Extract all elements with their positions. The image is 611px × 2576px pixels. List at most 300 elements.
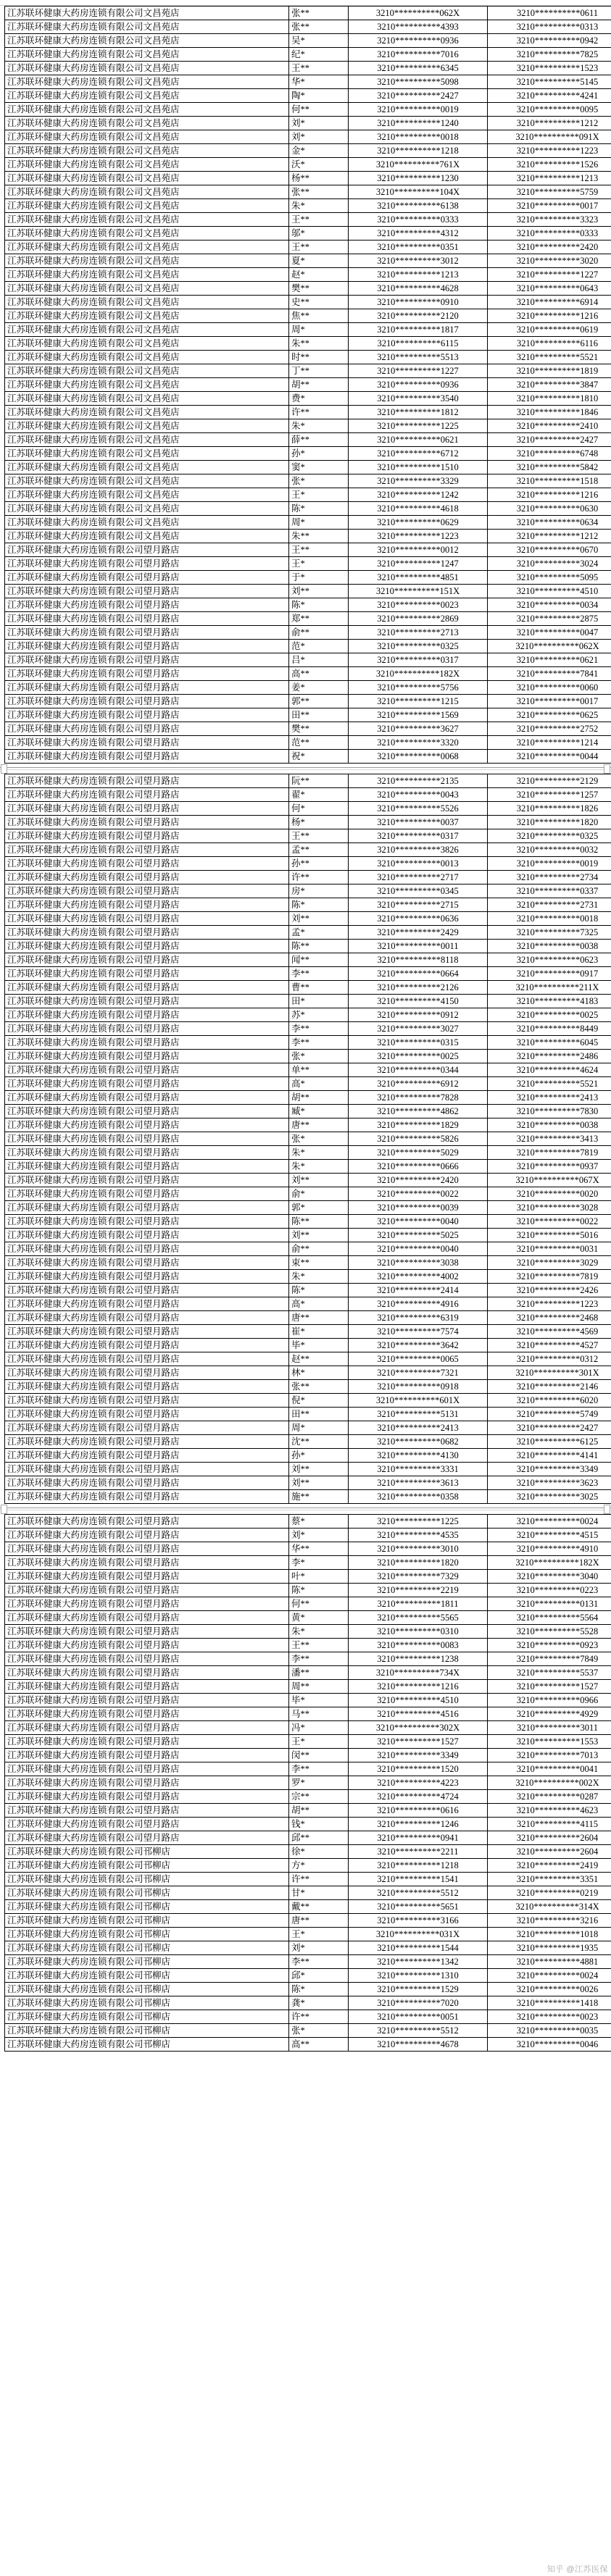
table-row [5,981,611,995]
cell-id-number: 3210**********7574 [349,1325,488,1339]
cell-card-number: 3210**********7819 [488,1270,611,1284]
watermark: 知乎 @江苏医保 [546,2565,608,2574]
table-row [5,940,611,953]
cell-id-number: 3210**********0022 [349,1187,488,1201]
cell-card-number: 3210**********2129 [488,774,611,788]
cell-card-number: 3210**********0041 [488,1762,611,1776]
table-row [5,912,611,926]
cell-store-name: 江苏联环健康大药房连锁有限公司望月路店 [5,967,289,981]
cell-id-number: 3210**********5565 [349,1611,488,1625]
cell-store-name: 江苏联环健康大药房连锁有限公司望月路店 [5,1490,289,1504]
cell-person-name: 张* [289,1132,349,1146]
cell-person-name: 唐** [289,1311,349,1325]
cell-card-number: 3210**********4183 [488,995,611,1008]
cell-store-name: 江苏联环健康大药房连锁有限公司文昌苑店 [5,502,289,516]
cell-person-name: 戴** [289,1900,349,1914]
table-row [5,130,611,144]
table-row [5,351,611,364]
cell-id-number: 3210**********1215 [349,695,488,708]
cell-id-number: 3210**********1242 [349,488,488,502]
table-row [5,1914,611,1928]
cell-person-name: 刘** [289,1463,349,1476]
cell-store-name: 江苏联环健康大药房连锁有限公司望月路店 [5,1201,289,1215]
cell-store-name: 江苏联环健康大药房连锁有限公司望月路店 [5,1160,289,1174]
cell-person-name: 周* [289,516,349,530]
cell-card-number: 3210**********0670 [488,543,611,557]
cell-id-number: 3210**********6319 [349,1311,488,1325]
table-row [5,708,611,722]
cell-card-number: 3210**********091X [488,130,611,144]
table-row [5,2010,611,2024]
cell-store-name: 江苏联环健康大药房连锁有限公司文昌苑店 [5,419,289,433]
table-row [5,1160,611,1174]
cell-person-name: 陈** [289,940,349,953]
table-row [5,1804,611,1818]
cell-person-name: 俞* [289,1187,349,1201]
cell-card-number: 3210**********7013 [488,1749,611,1762]
table-row [5,1435,611,1449]
cell-card-number: 3210**********7825 [488,48,611,62]
cell-card-number: 3210**********2427 [488,1421,611,1435]
page-break-2 [0,1504,611,1514]
cell-card-number: 3210**********3323 [488,213,611,227]
cell-card-number: 3210**********0287 [488,1790,611,1804]
cell-id-number: 3210**********1227 [349,364,488,378]
cell-id-number: 3210**********031X [349,1928,488,1941]
cell-card-number: 3210**********0223 [488,1584,611,1597]
table-row [5,1366,611,1380]
cell-store-name: 江苏联环健康大药房连锁有限公司望月路店 [5,543,289,557]
cell-id-number: 3210**********3331 [349,1463,488,1476]
cell-store-name: 江苏联环健康大药房连锁有限公司望月路店 [5,1818,289,1831]
cell-id-number: 3210**********0065 [349,1352,488,1366]
cell-id-number: 3210**********3166 [349,1914,488,1928]
cell-person-name: 孟* [289,926,349,940]
cell-person-name: 何** [289,1597,349,1611]
cell-card-number: 3210**********0623 [488,953,611,967]
cell-id-number: 3210**********3010 [349,1542,488,1556]
cell-id-number: 3210**********3027 [349,1022,488,1036]
cell-store-name: 江苏联环健康大药房连锁有限公司望月路店 [5,1325,289,1339]
cell-person-name: 徐* [289,1845,349,1859]
cell-id-number: 3210**********1510 [349,461,488,474]
table-row [5,1886,611,1900]
cell-store-name: 江苏联环健康大药房连锁有限公司望月路店 [5,940,289,953]
cell-person-name: 刘** [289,912,349,926]
cell-id-number: 3210**********0043 [349,788,488,802]
cell-store-name: 江苏联环健康大药房连锁有限公司邗柳店 [5,1941,289,1955]
cell-id-number: 3210**********151X [349,585,488,598]
table-row [5,1352,611,1366]
cell-id-number: 3210**********4510 [349,1694,488,1707]
cell-id-number: 3210**********601X [349,1394,488,1408]
cell-person-name: 方* [289,1859,349,1873]
cell-id-number: 3210**********8118 [349,953,488,967]
cell-person-name: 邱** [289,1831,349,1845]
cell-card-number: 3210**********5759 [488,185,611,199]
cell-person-name: 沃* [289,158,349,172]
cell-id-number: 3210**********2413 [349,1421,488,1435]
cell-person-name: 高* [289,1077,349,1091]
cell-store-name: 江苏联环健康大药房连锁有限公司文昌苑店 [5,130,289,144]
cell-card-number: 3210**********3349 [488,1463,611,1476]
cell-card-number: 3210**********4115 [488,1818,611,1831]
cell-card-number: 3210**********1213 [488,172,611,185]
cell-store-name: 江苏联环健康大药房连锁有限公司望月路店 [5,1625,289,1639]
cell-person-name: 束** [289,1256,349,1270]
cell-store-name: 江苏联环健康大药房连锁有限公司望月路店 [5,1721,289,1735]
cell-store-name: 江苏联环健康大药房连锁有限公司望月路店 [5,1146,289,1160]
cell-store-name: 江苏联环健康大药房连锁有限公司文昌苑店 [5,351,289,364]
cell-person-name: 范** [289,736,349,750]
cell-card-number: 3210**********6914 [488,296,611,309]
table-row [5,1050,611,1063]
cell-store-name: 江苏联环健康大药房连锁有限公司望月路店 [5,1022,289,1036]
cell-card-number: 3210**********2427 [488,433,611,447]
cell-id-number: 3210**********1541 [349,1873,488,1886]
cell-store-name: 江苏联环健康大药房连锁有限公司文昌苑店 [5,75,289,89]
cell-person-name: 胡** [289,1091,349,1105]
cell-person-name: 朱** [289,337,349,351]
table-row [5,1201,611,1215]
cell-store-name: 江苏联环健康大药房连锁有限公司邗柳店 [5,1900,289,1914]
cell-person-name: 夏* [289,254,349,268]
table-row [5,1463,611,1476]
cell-person-name: 田* [289,995,349,1008]
table-row [5,7,611,20]
cell-store-name: 江苏联环健康大药房连锁有限公司望月路店 [5,1394,289,1408]
cell-person-name: 李** [289,1955,349,1969]
cell-store-name: 江苏联环健康大药房连锁有限公司望月路店 [5,857,289,871]
table-row [5,571,611,585]
table-row [5,392,611,406]
table-section-page-1 [0,6,611,764]
cell-id-number: 3210**********3038 [349,1256,488,1270]
cell-card-number: 3210**********1212 [488,117,611,130]
cell-person-name: 王** [289,1639,349,1652]
table-row [5,62,611,75]
cell-card-number: 3210**********0026 [488,1983,611,1996]
cell-card-number: 3210**********1223 [488,144,611,158]
cell-store-name: 江苏联环健康大药房连锁有限公司文昌苑店 [5,20,289,34]
cell-store-name: 江苏联环健康大药房连锁有限公司邗柳店 [5,2024,289,2038]
cell-id-number: 3210**********0018 [349,130,488,144]
cell-store-name: 江苏联环健康大药房连锁有限公司文昌苑店 [5,103,289,117]
cell-store-name: 江苏联环健康大药房连锁有限公司邗柳店 [5,1914,289,1928]
cell-card-number: 3210**********3028 [488,1201,611,1215]
cell-person-name: 张** [289,7,349,20]
cell-id-number: 3210**********1527 [349,1735,488,1749]
cell-person-name: 沈** [289,1435,349,1449]
cell-person-name: 李* [289,1556,349,1570]
cell-id-number: 3210**********1225 [349,1515,488,1529]
cell-card-number: 3210**********4910 [488,1542,611,1556]
cell-store-name: 江苏联环健康大药房连锁有限公司文昌苑店 [5,323,289,337]
cell-id-number: 3210**********5131 [349,1408,488,1421]
table-row [5,1229,611,1242]
table-row [5,2038,611,2052]
table-row [5,1831,611,1845]
cell-card-number: 3210**********314X [488,1900,611,1914]
table-row [5,750,611,764]
table-row [5,1311,611,1325]
cell-person-name: 张** [289,1380,349,1394]
cell-person-name: 蔡* [289,1515,349,1529]
cell-card-number: 3210**********5521 [488,351,611,364]
table-row [5,1983,611,1996]
cell-card-number: 3210**********4527 [488,1339,611,1352]
table-row [5,254,611,268]
cell-id-number: 3210**********1811 [349,1597,488,1611]
cell-store-name: 江苏联环健康大药房连锁有限公司望月路店 [5,1105,289,1118]
table-row [5,681,611,695]
cell-person-name: 曹** [289,981,349,995]
cell-store-name: 江苏联环健康大药房连锁有限公司文昌苑店 [5,309,289,323]
cell-store-name: 江苏联环健康大药房连锁有限公司望月路店 [5,898,289,912]
cell-store-name: 江苏联环健康大药房连锁有限公司望月路店 [5,626,289,640]
cell-card-number: 3210**********6748 [488,447,611,461]
cell-store-name: 江苏联环健康大药房连锁有限公司望月路店 [5,1584,289,1597]
cell-card-number: 3210**********4510 [488,585,611,598]
table-row [5,967,611,981]
cell-id-number: 3210**********4535 [349,1529,488,1542]
cell-card-number: 3210**********0923 [488,1639,611,1652]
cell-id-number: 3210**********4851 [349,571,488,585]
table-row [5,1529,611,1542]
cell-person-name: 田** [289,708,349,722]
cell-card-number: 3210**********0023 [488,2010,611,2024]
cell-store-name: 江苏联环健康大药房连锁有限公司望月路店 [5,1463,289,1476]
cell-id-number: 3210**********0011 [349,940,488,953]
cell-store-name: 江苏联环健康大药房连锁有限公司文昌苑店 [5,89,289,103]
table-row [5,1721,611,1735]
cell-store-name: 江苏联环健康大药房连锁有限公司文昌苑店 [5,185,289,199]
cell-id-number: 3210**********1829 [349,1118,488,1132]
cell-card-number: 3210**********5145 [488,75,611,89]
table-row [5,653,611,667]
cell-person-name: 张* [289,2024,349,2038]
cell-card-number: 3210**********4241 [488,89,611,103]
table-row [5,1174,611,1187]
cell-card-number: 3210**********0031 [488,1242,611,1256]
table-row [5,788,611,802]
cell-store-name: 江苏联环健康大药房连锁有限公司望月路店 [5,571,289,585]
table-section-page-2 [0,774,611,1504]
cell-id-number: 3210**********1230 [349,172,488,185]
cell-store-name: 江苏联环健康大药房连锁有限公司望月路店 [5,1077,289,1091]
cell-store-name: 江苏联环健康大药房连锁有限公司望月路店 [5,843,289,857]
cell-person-name: 王** [289,543,349,557]
cell-id-number: 3210**********4130 [349,1449,488,1463]
table-row [5,543,611,557]
table-row [5,488,611,502]
cell-id-number: 3210**********4150 [349,995,488,1008]
cell-card-number: 3210**********4515 [488,1529,611,1542]
cell-id-number: 3210**********0317 [349,829,488,843]
cell-card-number: 3210**********2426 [488,1284,611,1297]
cell-id-number: 3210**********2211 [349,1845,488,1859]
table-row [5,144,611,158]
cell-card-number: 3210**********1418 [488,1996,611,2010]
table-row [5,1776,611,1790]
cell-person-name: 毕* [289,1694,349,1707]
cell-id-number: 3210**********0325 [349,640,488,653]
table-row [5,1941,611,1955]
cell-store-name: 江苏联环健康大药房连锁有限公司望月路店 [5,612,289,626]
cell-card-number: 3210**********5842 [488,461,611,474]
cell-store-name: 江苏联环健康大药房连锁有限公司望月路店 [5,1435,289,1449]
table-row [5,296,611,309]
table-row [5,722,611,736]
cell-id-number: 3210**********0664 [349,967,488,981]
table-row [5,953,611,967]
cell-card-number: 3210**********2468 [488,1311,611,1325]
cell-card-number: 3210**********2413 [488,1091,611,1105]
cell-person-name: 陈* [289,1584,349,1597]
table-row [5,48,611,62]
table-row [5,1325,611,1339]
document-top-edge [0,0,611,6]
table-row [5,282,611,296]
cell-id-number: 3210**********5651 [349,1900,488,1914]
cell-store-name: 江苏联环健康大药房连锁有限公司望月路店 [5,1036,289,1050]
cell-store-name: 江苏联环健康大药房连锁有限公司文昌苑店 [5,144,289,158]
cell-id-number: 3210**********0317 [349,653,488,667]
cell-person-name: 陈* [289,502,349,516]
records-table-3 [4,1514,611,2052]
cell-id-number: 3210**********0023 [349,598,488,612]
cell-id-number: 3210**********0918 [349,1380,488,1394]
cell-store-name: 江苏联环健康大药房连锁有限公司望月路店 [5,1050,289,1063]
cell-card-number: 3210**********1935 [488,1941,611,1955]
cell-id-number: 3210**********7329 [349,1570,488,1584]
cell-card-number: 3210**********0034 [488,598,611,612]
cell-store-name: 江苏联环健康大药房连锁有限公司文昌苑店 [5,378,289,392]
cell-person-name: 于* [289,571,349,585]
cell-card-number: 3210**********1257 [488,788,611,802]
cell-person-name: 高** [289,2038,349,2052]
cell-person-name: 吴* [289,34,349,48]
cell-card-number: 3210**********182X [488,1556,611,1570]
cell-person-name: 王* [289,1928,349,1941]
table-row [5,1022,611,1036]
cell-store-name: 江苏联环健康大药房连锁有限公司望月路店 [5,774,289,788]
cell-card-number: 3210**********0046 [488,2038,611,2052]
cell-card-number: 3210**********4624 [488,1063,611,1077]
cell-id-number: 3210**********4223 [349,1776,488,1790]
cell-card-number: 3210**********2604 [488,1845,611,1859]
cell-store-name: 江苏联环健康大药房连锁有限公司文昌苑店 [5,337,289,351]
cell-store-name: 江苏联环健康大药房连锁有限公司文昌苑店 [5,461,289,474]
table-row [5,1215,611,1229]
table-row [5,1900,611,1914]
cell-person-name: 朱* [289,1146,349,1160]
cell-card-number: 3210**********0621 [488,653,611,667]
cell-store-name: 江苏联环健康大药房连锁有限公司望月路店 [5,653,289,667]
cell-card-number: 3210**********3029 [488,1256,611,1270]
cell-id-number: 3210**********0083 [349,1639,488,1652]
cell-id-number: 3210**********6138 [349,199,488,213]
table-row [5,816,611,829]
cell-card-number: 3210**********1553 [488,1735,611,1749]
cell-id-number: 3210**********1310 [349,1969,488,1983]
cell-store-name: 江苏联环健康大药房连锁有限公司望月路店 [5,640,289,653]
cell-id-number: 3210**********1240 [349,117,488,130]
table-row [5,926,611,940]
table-row [5,1625,611,1639]
table-row [5,227,611,241]
cell-card-number: 3210**********0044 [488,750,611,764]
table-row [5,802,611,816]
cell-store-name: 江苏联环健康大药房连锁有限公司望月路店 [5,1666,289,1680]
records-table-2 [4,774,611,1504]
cell-store-name: 江苏联环健康大药房连锁有限公司望月路店 [5,1707,289,1721]
cell-card-number: 3210**********0038 [488,1118,611,1132]
cell-card-number: 3210**********0219 [488,1886,611,1900]
cell-person-name: 倪* [289,1394,349,1408]
table-row [5,774,611,788]
cell-store-name: 江苏联环健康大药房连锁有限公司望月路店 [5,1476,289,1490]
table-row [5,1421,611,1435]
table-row [5,1132,611,1146]
cell-store-name: 江苏联环健康大药房连锁有限公司文昌苑店 [5,488,289,502]
cell-card-number: 3210**********0643 [488,282,611,296]
cell-card-number: 3210**********0095 [488,103,611,117]
cell-id-number: 3210**********3826 [349,843,488,857]
cell-id-number: 3210**********1216 [349,1680,488,1694]
cell-person-name: 翟* [289,788,349,802]
cell-card-number: 3210**********0942 [488,34,611,48]
cell-id-number: 3210**********3627 [349,722,488,736]
cell-id-number: 3210**********0666 [349,1160,488,1174]
cell-store-name: 江苏联环健康大药房连锁有限公司邗柳店 [5,1969,289,1983]
cell-person-name: 孙** [289,857,349,871]
table-row [5,1735,611,1749]
cell-store-name: 江苏联环健康大药房连锁有限公司文昌苑店 [5,268,289,282]
cell-card-number: 3210**********0017 [488,695,611,708]
cell-card-number: 3210**********1214 [488,736,611,750]
cell-card-number: 3210**********2410 [488,419,611,433]
cell-store-name: 江苏联环健康大药房连锁有限公司文昌苑店 [5,199,289,213]
table-row [5,530,611,543]
cell-store-name: 江苏联环健康大药房连锁有限公司望月路店 [5,912,289,926]
cell-id-number: 3210**********2219 [349,1584,488,1597]
cell-person-name: 刘** [289,585,349,598]
table-row [5,20,611,34]
cell-store-name: 江苏联环健康大药房连锁有限公司文昌苑店 [5,227,289,241]
cell-person-name: 纪* [289,48,349,62]
cell-card-number: 3210**********1518 [488,474,611,488]
cell-id-number: 3210**********1223 [349,530,488,543]
cell-person-name: 周* [289,1421,349,1435]
table-row [5,1339,611,1352]
cell-card-number: 3210**********1846 [488,406,611,419]
cell-id-number: 3210**********4312 [349,227,488,241]
cell-id-number: 3210**********0019 [349,103,488,117]
table-row [5,640,611,653]
cell-person-name: 孙* [289,447,349,461]
cell-store-name: 江苏联环健康大药房连锁有限公司望月路店 [5,667,289,681]
cell-store-name: 江苏联环健康大药房连锁有限公司邗柳店 [5,1886,289,1900]
cell-person-name: 杨* [289,816,349,829]
cell-store-name: 江苏联环健康大药房连锁有限公司望月路店 [5,1749,289,1762]
table-row [5,612,611,626]
cell-person-name: 闻** [289,953,349,967]
cell-id-number: 3210**********1820 [349,1556,488,1570]
cell-id-number: 3210**********7828 [349,1091,488,1105]
cell-id-number: 3210**********2420 [349,1174,488,1187]
cell-store-name: 江苏联环健康大药房连锁有限公司望月路店 [5,1242,289,1256]
